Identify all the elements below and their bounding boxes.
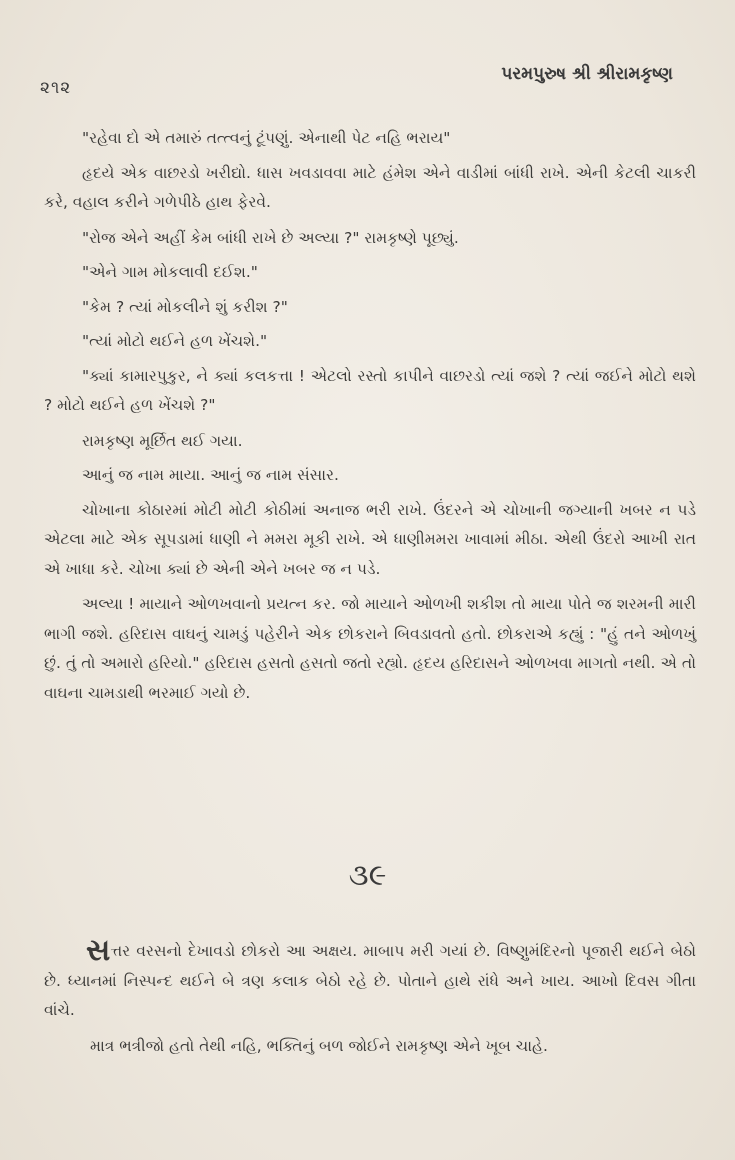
paragraph: આનું જ નામ માયા. આનું જ નામ સંસાર.	[82, 466, 339, 484]
paragraph: "કેમ ? ત્યાં મોકલીને શું કરીશ ?"	[82, 297, 288, 316]
body-text	[44, 124, 696, 714]
chapter-number: ૩૯	[348, 858, 387, 893]
chapter-first-paragraph	[44, 933, 696, 1026]
page-number: ૨૧૨	[40, 78, 72, 98]
chapter-second-paragraph: માત્ર ભત્રીજો હતો તેથી નહિ, ભક્તિનું બળ જોઈને રામકૃષ્ણ એને ખૂબ ચાહે.	[90, 1036, 548, 1055]
paragraph: "ત્યાં મોટો થઈને હળ ખેંચશે."	[82, 332, 268, 350]
paragraph: "ક્યાં કામારપુકુર, ને ક્યાં કલકત્તા ! એટલો રસ્તો કાપીને વાછરડો ત્યાં જશે ? ત્યાં જઈને મોટો થશે ? મોટો થઈને હળ ખેંચશે ?"	[44, 366, 696, 414]
running-title: પરમપુરુષ શ્રી શ્રીરામકૃષ્ણ	[501, 64, 673, 84]
paragraph: "એને ગામ મોકલાવી દઈશ."	[82, 263, 258, 281]
paragraph: "રહેવા દો એ તમારું તત્ત્વનું ટૂંપણું. એનાથી પેટ નહિ ભરાય"	[82, 129, 451, 147]
chapter-first-paragraph-text: ત્તર વરસનો દેખાવડો છોકરો આ અક્ષય. માબાપ મરી ગયાં છે. વિષ્ણુમંદિરનો પૂજારી થઈને બેઠો છે. ધ્યાનમાં નિસ્પન્દ થઈને બે ત્રણ કલાક બેઠો રહે છે. પોતાને હાથે રાંધે અને ખાય. આખો દિવસ ગીતા વાંચે.	[44, 942, 696, 1019]
paragraph: હૃદયે એક વાછરડો ખરીદ્યો. ધાસ ખવડાવવા માટે હંમેશ એને વાડીમાં બાંધી રાખે. એની કેટલી ચાકરી કરે, વહાલ કરીને ગળેપીઠે હાથ ફેરવે.	[44, 163, 696, 211]
paragraph: "રોજ એને અહીં કેમ બાંધી રાખે છે અલ્યા ?" રામકૃષ્ણે પૂછ્યું.	[82, 228, 459, 247]
chapter-text	[44, 933, 696, 1067]
paragraph: રામકૃષ્ણ મૂર્છિત થઈ ગયા.	[82, 431, 243, 450]
paragraph: અલ્યા ! માયાને ઓળખવાનો પ્રયત્ન કર. જો માયાને ઓળખી શકીશ તો માયા પોતે જ શરમની મારી ભાગી જશે. હરિદાસ વાઘનું ચામડું પહેરીને એક છોકરાને બિવડાવતો હતો. છોકરાએ કહ્યું : "હું તને ઓળખું છું. તું તો અમારો હરિયો." હરિદાસ હસતો હસતો જતો રહ્યો. હૃદય હરિદાસને ઓળખવા માગતો નથી. એ તો વાઘના ચામડાથી ભરમાઈ ગયો છે.	[44, 595, 696, 702]
dropcap: સ	[86, 933, 111, 968]
paragraph: ચોખાના કોઠારમાં મોટી મોટી કોઠીમાં અનાજ ભરી રાખે. ઉંદરને એ ચોખાની જગ્યાની ખબર ન પડે એટલા માટે એક સૂપડામાં ધાણી ને મમરા મૂકી રાખે. એ ધાણીમમરા ખાવામાં મીઠા. એથી ઉંદરો આખી રાત એ ખાધા કરે. ચોખા ક્યાં છે એની એને ખબર જ ન પડે.	[44, 500, 696, 578]
